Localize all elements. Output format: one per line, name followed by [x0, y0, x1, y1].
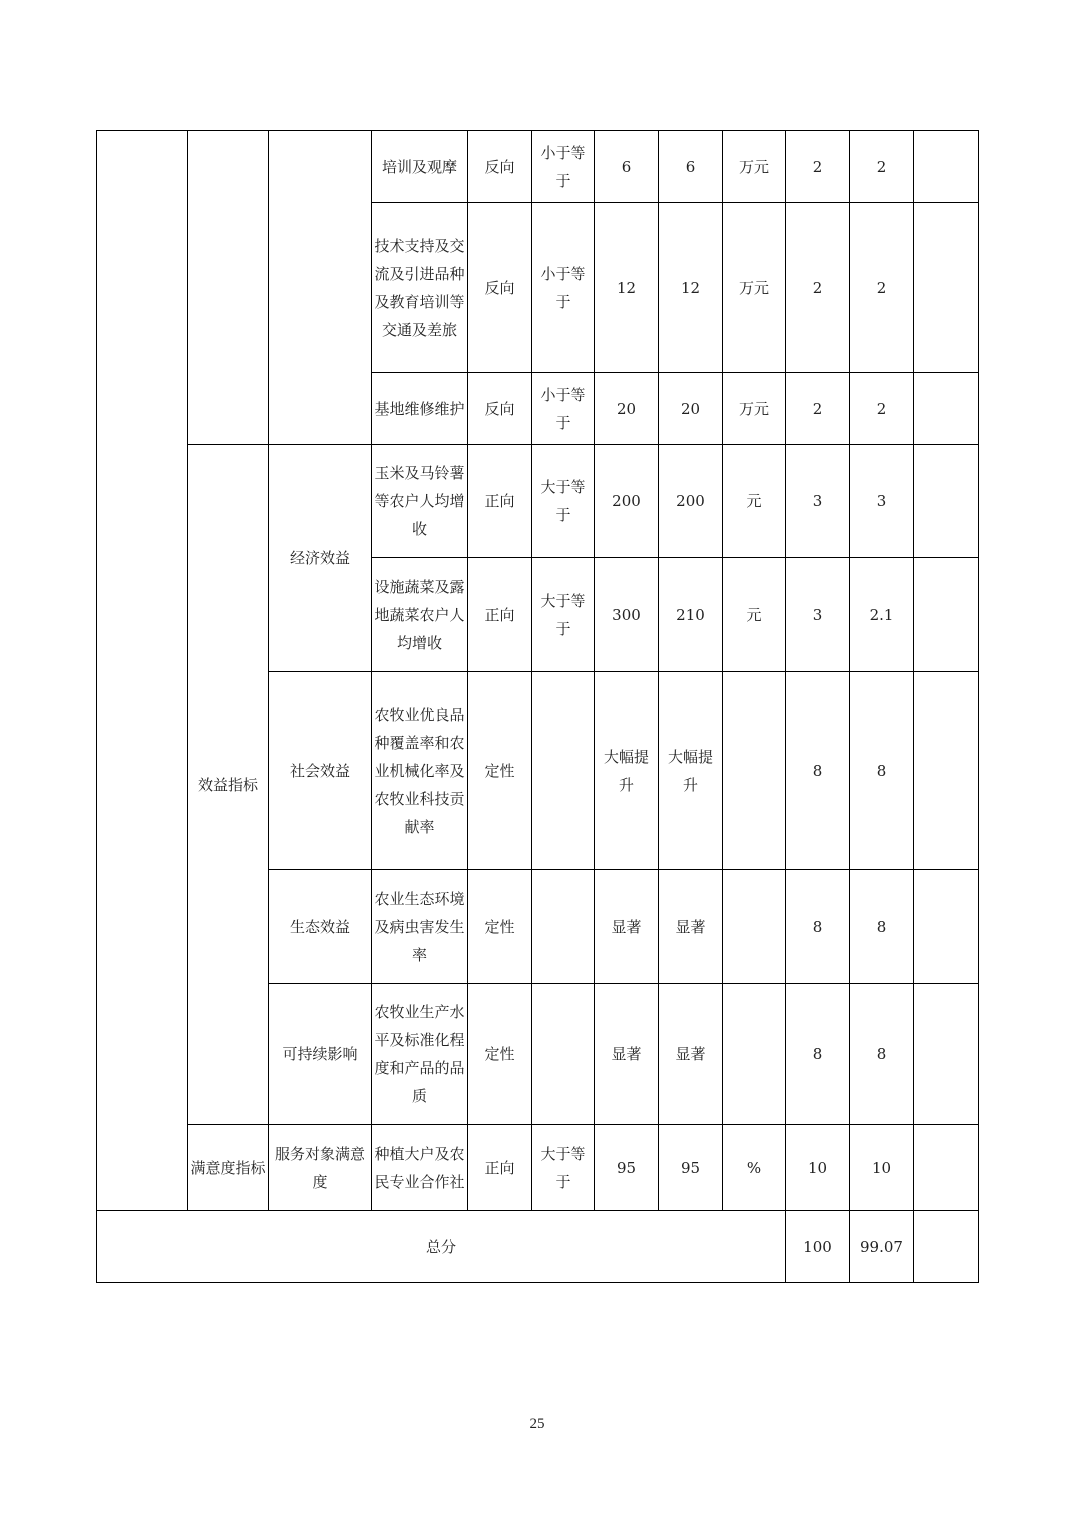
remark-cell [914, 131, 979, 203]
remark-cell [914, 1125, 979, 1211]
level3-cell: 可持续影响 [269, 984, 372, 1125]
unit-cell: 元 [723, 558, 786, 672]
score-cell: 3 [850, 445, 914, 558]
operator-cell [532, 984, 595, 1125]
target-cell: 95 [595, 1125, 659, 1211]
level2-cell-empty [188, 131, 269, 445]
remark-cell [914, 203, 979, 373]
actual-cell: 显著 [659, 870, 723, 984]
target-cell: 大幅提升 [595, 672, 659, 870]
total-remark [914, 1211, 979, 1283]
score-cell: 10 [850, 1125, 914, 1211]
score-cell: 8 [850, 672, 914, 870]
weight-cell: 2 [786, 373, 850, 445]
score-cell: 8 [850, 984, 914, 1125]
nature-cell: 反向 [468, 203, 532, 373]
indicator-cell: 设施蔬菜及露地蔬菜农户人均增收 [372, 558, 468, 672]
operator-cell: 大于等于 [532, 558, 595, 672]
actual-cell: 大幅提升 [659, 672, 723, 870]
actual-cell: 6 [659, 131, 723, 203]
level3-cell: 社会效益 [269, 672, 372, 870]
score-cell: 2 [850, 131, 914, 203]
unit-cell [723, 984, 786, 1125]
weight-cell: 2 [786, 131, 850, 203]
level3-cell: 生态效益 [269, 870, 372, 984]
score-cell: 2 [850, 373, 914, 445]
weight-cell: 8 [786, 984, 850, 1125]
remark-cell [914, 870, 979, 984]
score-cell: 2.1 [850, 558, 914, 672]
nature-cell: 定性 [468, 672, 532, 870]
target-cell: 200 [595, 445, 659, 558]
actual-cell: 200 [659, 445, 723, 558]
weight-cell: 3 [786, 445, 850, 558]
actual-cell: 95 [659, 1125, 723, 1211]
unit-cell: 元 [723, 445, 786, 558]
operator-cell: 小于等于 [532, 131, 595, 203]
remark-cell [914, 672, 979, 870]
total-weight: 100 [786, 1211, 850, 1283]
target-cell: 12 [595, 203, 659, 373]
unit-cell: 万元 [723, 131, 786, 203]
level3-cell: 经济效益 [269, 445, 372, 672]
nature-cell: 定性 [468, 870, 532, 984]
unit-cell: % [723, 1125, 786, 1211]
nature-cell: 正向 [468, 558, 532, 672]
weight-cell: 2 [786, 203, 850, 373]
unit-cell [723, 672, 786, 870]
page-number: 25 [529, 1416, 545, 1432]
operator-cell: 大于等于 [532, 445, 595, 558]
target-cell: 20 [595, 373, 659, 445]
level2-cell: 满意度指标 [188, 1125, 269, 1211]
actual-cell: 210 [659, 558, 723, 672]
indicator-cell: 基地维修维护 [372, 373, 468, 445]
weight-cell: 8 [786, 672, 850, 870]
operator-cell [532, 672, 595, 870]
target-cell: 显著 [595, 984, 659, 1125]
table-row [97, 131, 979, 203]
operator-cell [532, 870, 595, 984]
weight-cell: 10 [786, 1125, 850, 1211]
indicator-cell: 种植大户及农民专业合作社 [372, 1125, 468, 1211]
level2-cell: 效益指标 [188, 445, 269, 1125]
unit-cell: 万元 [723, 373, 786, 445]
operator-cell: 大于等于 [532, 1125, 595, 1211]
total-row [97, 1211, 979, 1283]
total-score: 99.07 [850, 1211, 914, 1283]
operator-cell: 小于等于 [532, 373, 595, 445]
nature-cell: 正向 [468, 445, 532, 558]
weight-cell: 3 [786, 558, 850, 672]
target-cell: 300 [595, 558, 659, 672]
nature-cell: 正向 [468, 1125, 532, 1211]
nature-cell: 反向 [468, 373, 532, 445]
level1-cell-empty [97, 131, 188, 1211]
total-label: 总分 [97, 1211, 786, 1283]
indicator-cell: 玉米及马铃薯等农户人均增收 [372, 445, 468, 558]
remark-cell [914, 558, 979, 672]
actual-cell: 显著 [659, 984, 723, 1125]
score-cell: 2 [850, 203, 914, 373]
table-row [97, 445, 979, 558]
indicator-cell: 农业生态环境及病虫害发生率 [372, 870, 468, 984]
actual-cell: 12 [659, 203, 723, 373]
unit-cell: 万元 [723, 203, 786, 373]
score-cell: 8 [850, 870, 914, 984]
indicator-cell: 技术支持及交流及引进品种及教育培训等交通及差旅 [372, 203, 468, 373]
unit-cell [723, 870, 786, 984]
table-row [97, 1125, 979, 1211]
remark-cell [914, 445, 979, 558]
level3-cell-empty [269, 131, 372, 445]
indicator-cell: 农牧业生产水平及标准化程度和产品的品质 [372, 984, 468, 1125]
indicator-cell: 培训及观摩 [372, 131, 468, 203]
performance-table [96, 130, 979, 1283]
target-cell: 6 [595, 131, 659, 203]
indicator-cell: 农牧业优良品种覆盖率和农业机械化率及农牧业科技贡献率 [372, 672, 468, 870]
nature-cell: 反向 [468, 131, 532, 203]
level3-cell: 服务对象满意度 [269, 1125, 372, 1211]
target-cell: 显著 [595, 870, 659, 984]
actual-cell: 20 [659, 373, 723, 445]
operator-cell: 小于等于 [532, 203, 595, 373]
nature-cell: 定性 [468, 984, 532, 1125]
remark-cell [914, 373, 979, 445]
weight-cell: 8 [786, 870, 850, 984]
remark-cell [914, 984, 979, 1125]
